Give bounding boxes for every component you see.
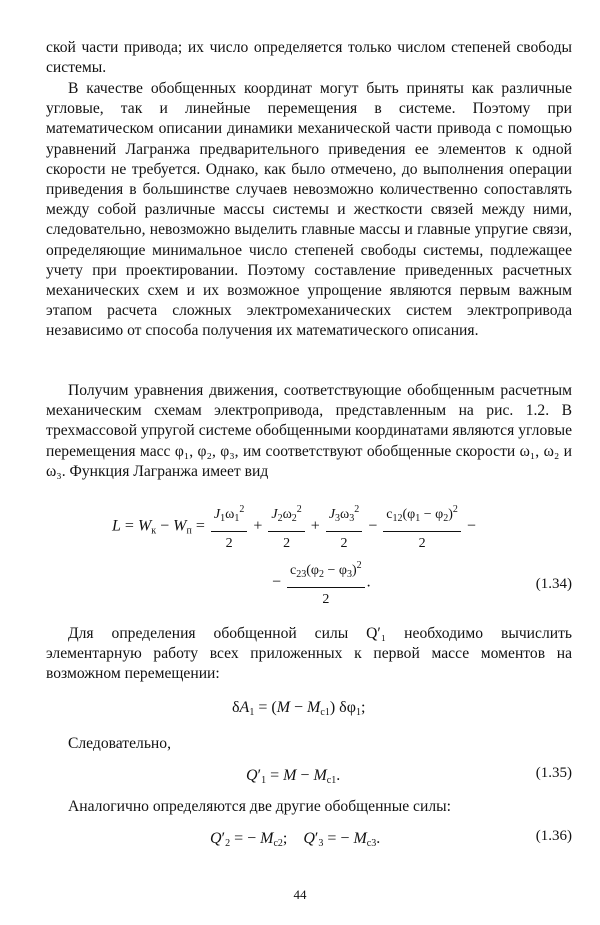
equation-forces-q2-q3: $Q'_2$ = − $M_{c2}$; $Q'_3$ = − $M_{c3}$.: [210, 830, 381, 849]
paragraph-generalized-force: Для определения обобщенной силы Q′₁ необходимо вычислить элементарную работу всех приложенных к первой массе моментов на возможном перемещении:: [46, 625, 572, 683]
paragraph-continuation: ской части привода; их число определяется только числом степеней свободы системы.: [46, 39, 572, 77]
paragraph-similarly: Аналогично определяются две другие обобщенные силы:: [68, 798, 451, 815]
equation-number-1-34: (1.34): [535, 576, 572, 592]
paragraph-generalized-coordinates: В качестве обобщенных координат могут быть приняты как различные угловые, так и линейные перемещения в системе. Поэтому при математическом описании динамики механической части привода с помощью уравнений Лагранжа предварительного приведения ее элементов к одной скорости не требуется. Однако, как было отмечено, до выполнения операции приведения в большинстве случаев невозможно количественно сопоставлять между собой различные массы системы и жесткости связей между ними, следовательно, невозможно выделить главные массы и главные упругие связи, определяющие минимальное число степеней свободы системы, подлежащее учету при проектировании. Поэтому составление приведенных расчетных механических схем и их возможное упрощение являются первым важным этапом расчета сложных электромеханических систем электропривода независимо от способа получения их математического описания.: [46, 80, 572, 340]
equation-lagrange-line-2: − $\frac{c_{23}(\varphi_2 - \varphi_3)^2}{2}$ .: [272, 556, 371, 610]
equation-elementary-work: $\delta A_1 = (M - M_{c1})$ $\delta\varphi_1$;: [232, 699, 366, 718]
page-number: 44: [293, 887, 307, 902]
equation-number-1-35: (1.35): [535, 765, 572, 781]
equation-lagrange-line-1: $L = W_к - W_п$ = $\frac{J_1\omega_1^2}{2}$ + $\frac{J_2\omega_2^2}{2}$ + $\frac{J_3\omega_3^2}{2}$ − $\frac{c_{12}(\varphi_1 - \varphi_2)^2}{2}$ −: [112, 500, 476, 554]
equation-number-1-36: (1.36): [535, 828, 572, 844]
paragraph-consequently: Следовательно,: [68, 735, 171, 752]
paragraph-lagrange-intro: Получим уравнения движения, соответствующие обобщенным расчетным механическим схемам электропривода, представленным на рис. 1.2. В трехмассовой упругой системе обобщенными координатами являются угловые перемещения масс φ₁, φ₂, φ₃, им соответствуют обобщенные скорости ω₁, ω₂ и ω₃. Функция Лагранжа имеет вид: [46, 382, 572, 480]
equation-force-q1: $Q'_1 = M - M_{c1}$.: [246, 767, 341, 786]
